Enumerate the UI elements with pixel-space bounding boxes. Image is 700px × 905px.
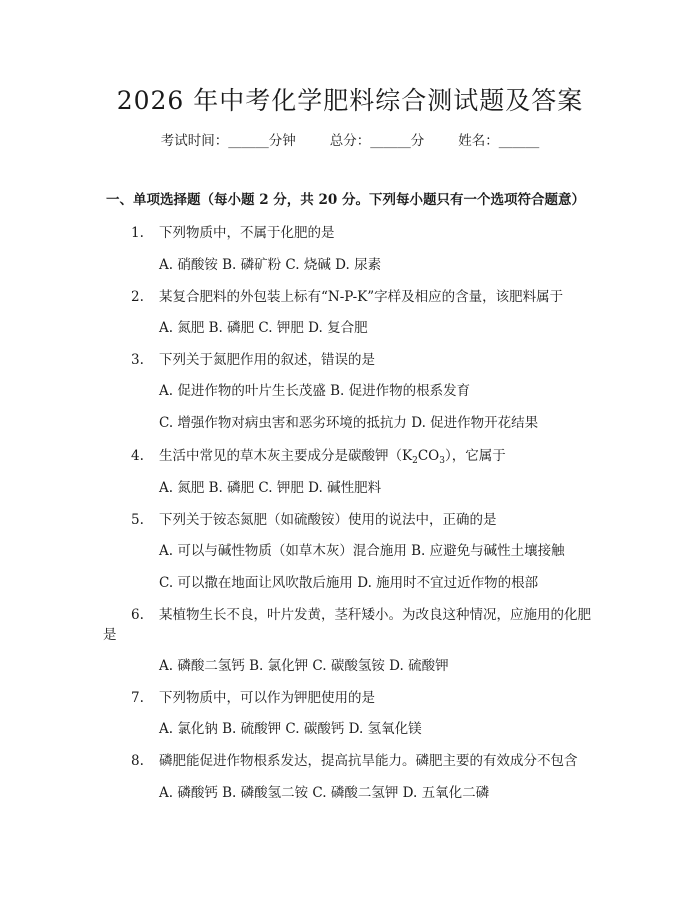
- total-score: 总分：______分: [329, 133, 425, 149]
- question-number: 7.: [131, 690, 144, 706]
- section-heading: 一、单项选择题（每小题 2 分，共 20 分。下列每小题只有一个选项符合题意）: [106, 192, 585, 208]
- question-text-part: 生活中常见的草木灰主要成分是碳酸钾（K: [159, 448, 413, 464]
- question-text: [159, 446, 599, 471]
- question-options: A. 磷酸钙 B. 磷酸氢二铵 C. 磷酸二氢钾 D. 五氧化二磷: [159, 785, 490, 801]
- question-options: A. 氯化钠 B. 硫酸钾 C. 碳酸钙 D. 氢氧化镁: [159, 721, 422, 737]
- question-text-part: CO: [417, 448, 440, 464]
- question-options: A. 氮肥 B. 磷肥 C. 钾肥 D. 复合肥: [159, 320, 368, 336]
- page-title: 2026 年中考化学肥料综合测试题及答案: [116, 86, 584, 115]
- subscript-3: 3: [439, 456, 445, 466]
- question-number: 2.: [131, 289, 144, 305]
- question-text: 某复合肥料的外包装上标有“N-P-K”字样及相应的含量，该肥料属于: [159, 289, 564, 305]
- exam-time: 考试时间：______分钟: [160, 133, 296, 149]
- question-options: A. 氮肥 B. 磷肥 C. 钾肥 D. 碱性肥料: [159, 480, 382, 496]
- subscript-2: 2: [412, 456, 418, 466]
- exam-meta: [0, 131, 700, 151]
- question-text: 下列物质中，不属于化肥的是: [159, 225, 335, 241]
- question-number: 5.: [131, 512, 144, 528]
- question-text: 某植物生长不良，叶片发黄，茎秆矮小。为改良这种情况，应施用的化肥: [159, 607, 591, 623]
- question-number: 6.: [131, 607, 144, 623]
- question-options: C. 增强作物对病虫害和恶劣环境的抵抗力 D. 促进作物开花结果: [159, 415, 539, 431]
- question-text: 下列关于铵态氮肥（如硫酸铵）使用的说法中，正确的是: [159, 512, 497, 528]
- question-text: 下列物质中，可以作为钾肥使用的是: [159, 690, 375, 706]
- question-number: 1.: [131, 225, 144, 241]
- question-options: A. 硝酸铵 B. 磷矿粉 C. 烧碱 D. 尿素: [159, 257, 382, 273]
- question-text-continued: 是: [103, 627, 117, 643]
- question-text: 下列关于氮肥作用的叙述，错误的是: [159, 352, 375, 368]
- question-number: 4.: [131, 448, 144, 464]
- question-text: 磷肥能促进作物根系发达，提高抗旱能力。磷肥主要的有效成分不包含: [159, 753, 578, 769]
- student-name: 姓名：______: [458, 133, 540, 149]
- question-options: A. 磷酸二氢钙 B. 氯化钾 C. 碳酸氢铵 D. 硫酸钾: [159, 658, 449, 674]
- question-options: C. 可以撒在地面让风吹散后施用 D. 施用时不宜过近作物的根部: [159, 575, 539, 591]
- question-options: A. 促进作物的叶片生长茂盛 B. 促进作物的根系发育: [159, 383, 471, 399]
- question-number: 3.: [131, 352, 144, 368]
- question-number: 8.: [131, 753, 144, 769]
- question-options: A. 可以与碱性物质（如草木灰）混合施用 B. 应避免与碱性土壤接触: [159, 543, 565, 559]
- question-text-part: ），它属于: [444, 448, 506, 464]
